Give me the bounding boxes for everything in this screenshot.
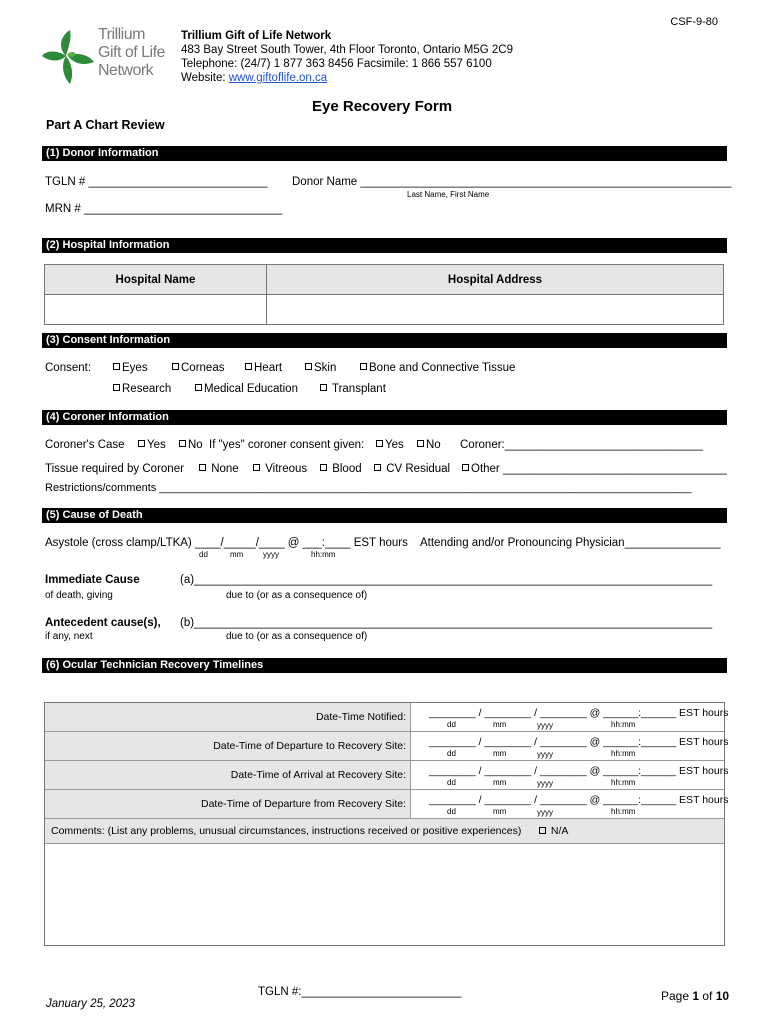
- checkbox-icon: [374, 464, 381, 471]
- yyyy-hint: yyyy: [537, 808, 553, 817]
- hhmm-hint: hh:mm: [611, 778, 636, 787]
- physician-field[interactable]: Attending and/or Pronouncing Physician_______________: [420, 537, 721, 549]
- consent-transplant-checkbox[interactable]: [320, 383, 386, 395]
- timeline-row-departure-from: [45, 790, 729, 819]
- checkbox-icon: [320, 384, 327, 391]
- checkbox-icon: [539, 827, 546, 834]
- hospital-address-cell[interactable]: [267, 295, 724, 325]
- hhmm-hint: hh:mm: [611, 749, 636, 758]
- checkbox-icon: [417, 440, 424, 447]
- consent-corneas-label: Corneas: [181, 362, 225, 374]
- part-a-heading: Part A Chart Review: [46, 118, 165, 132]
- form-title: Eye Recovery Form: [312, 98, 453, 115]
- consent-education-checkbox[interactable]: [195, 383, 298, 395]
- logo-line-1: Trillium: [98, 26, 145, 43]
- tissue-blood-checkbox[interactable]: [320, 463, 362, 475]
- hhmm-hint: hh:mm: [611, 720, 636, 729]
- timeline-datetime-field[interactable]: [411, 761, 729, 789]
- consent-research-label: Research: [122, 383, 172, 395]
- consent-bone-checkbox[interactable]: [360, 362, 515, 374]
- consent-eyes-label: Eyes: [122, 362, 148, 374]
- consent-education-label: Medical Education: [204, 383, 298, 395]
- timeline-datetime-field[interactable]: [411, 732, 729, 760]
- datetime-line: ________ / ________ / ________ @ ______:______ EST hours: [429, 794, 729, 806]
- tissue-none-checkbox[interactable]: [199, 463, 239, 475]
- asystole-hhmm-hint: hh:mm: [311, 550, 336, 559]
- coroner-case-yes-label: Yes: [147, 439, 166, 451]
- coroner-case-no-label: No: [188, 439, 203, 451]
- org-header: [181, 29, 513, 85]
- antecedent-cause-field[interactable]: (b)_________________________________________________________________________________: [180, 617, 713, 629]
- na-label: N/A: [548, 825, 569, 837]
- immediate-cause-label: Immediate Cause: [45, 574, 140, 586]
- coroners-case-label: Coroner's Case: [45, 439, 125, 451]
- consent-eyes-checkbox[interactable]: [113, 362, 148, 374]
- org-website-line: [181, 71, 513, 85]
- donor-name-field[interactable]: Donor Name __________________________________________________________: [292, 176, 732, 188]
- website-label: Website:: [181, 72, 229, 84]
- timeline-row-label: Date-Time of Departure to Recovery Site:: [45, 732, 411, 760]
- consent-skin-checkbox[interactable]: [305, 362, 336, 374]
- org-address: 483 Bay Street South Tower, 4th Floor Toronto, Ontario M5G 2C9: [181, 44, 513, 56]
- timeline-datetime-field[interactable]: [411, 703, 729, 731]
- consent-corneas-checkbox[interactable]: [172, 362, 224, 374]
- section-6-header: (6) Ocular Technician Recovery Timelines: [42, 658, 727, 673]
- immediate-cause-sub: of death, giving: [45, 590, 113, 601]
- consent-heart-label: Heart: [254, 362, 283, 374]
- tissue-none-label: None: [208, 463, 239, 475]
- coroner-case-no-checkbox[interactable]: [179, 439, 203, 451]
- checkbox-icon: [376, 440, 383, 447]
- page-total: 10: [715, 989, 730, 1003]
- logo-line-3: Network: [98, 62, 154, 79]
- coroner-consent-no-label: No: [426, 439, 441, 451]
- coroner-consent-no-checkbox[interactable]: [417, 439, 441, 451]
- section-2-header: (2) Hospital Information: [42, 238, 727, 253]
- dd-hint: dd: [447, 749, 456, 758]
- checkbox-icon: [320, 464, 327, 471]
- org-phone-fax: Telephone: (24/7) 1 877 363 8456 Facsimile: 1 866 557 6100: [181, 58, 492, 70]
- consent-label: Consent:: [45, 362, 92, 374]
- checkbox-icon: [360, 363, 367, 370]
- consent-heart-checkbox[interactable]: [245, 362, 282, 374]
- dd-hint: dd: [447, 778, 456, 787]
- checkbox-icon: [138, 440, 145, 447]
- trillium-leaf-icon: [40, 26, 96, 86]
- restrictions-field[interactable]: Restrictions/comments _______________________________________________________________________________________: [45, 482, 692, 494]
- datetime-line: ________ / ________ / ________ @ ______:______ EST hours: [429, 765, 729, 777]
- timeline-row-label: Date-Time of Arrival at Recovery Site:: [45, 761, 411, 789]
- checkbox-icon: [305, 363, 312, 370]
- timeline-datetime-field[interactable]: [411, 790, 729, 818]
- page-prefix: Page: [661, 989, 693, 1003]
- coroner-name-field[interactable]: Coroner:_______________________________: [460, 439, 704, 451]
- asystole-yyyy-hint: yyyy: [263, 550, 279, 559]
- mm-hint: mm: [493, 720, 507, 729]
- consent-research-checkbox[interactable]: [113, 383, 171, 395]
- dd-hint: dd: [447, 807, 456, 816]
- datetime-line: ________ / ________ / ________ @ ______:______ EST hours: [429, 736, 729, 748]
- coroner-case-yes-checkbox[interactable]: [138, 439, 166, 451]
- due-to-label-a: due to (or as a consequence of): [226, 590, 368, 601]
- yyyy-hint: yyyy: [537, 750, 553, 759]
- page-of: of: [699, 989, 716, 1003]
- mrn-field[interactable]: MRN # _______________________________: [45, 203, 283, 215]
- asystole-dd-hint: dd: [199, 550, 208, 559]
- form-code: CSF-9-80: [670, 16, 718, 28]
- comments-textarea[interactable]: [45, 845, 724, 945]
- dd-hint: dd: [447, 720, 456, 729]
- tissue-cv-residual-checkbox[interactable]: [374, 463, 450, 475]
- consent-skin-label: Skin: [314, 362, 337, 374]
- tissue-other-label: Other ___________________________________: [471, 463, 727, 475]
- section-5-header: (5) Cause of Death: [42, 508, 727, 523]
- tissue-required-label: Tissue required by Coroner: [45, 463, 184, 475]
- hospital-address-header: Hospital Address: [267, 265, 724, 295]
- hhmm-hint: hh:mm: [611, 807, 636, 816]
- tissue-blood-label: Blood: [329, 463, 362, 475]
- coroner-consent-label: If "yes" coroner consent given:: [209, 439, 365, 451]
- donor-name-hint: Last Name, First Name: [407, 190, 490, 199]
- checkbox-icon: [245, 363, 252, 370]
- checkbox-icon: [179, 440, 186, 447]
- checkbox-icon: [195, 384, 202, 391]
- footer-date: January 25, 2023: [46, 998, 135, 1010]
- logo-line-2: Gift of Life: [98, 44, 165, 61]
- antecedent-cause-label: Antecedent cause(s),: [45, 617, 161, 629]
- datetime-line: ________ / ________ / ________ @ ______:______ EST hours: [429, 707, 729, 719]
- hospital-name-cell[interactable]: [45, 295, 267, 325]
- timeline-row-label: Date-Time Notified:: [45, 703, 411, 731]
- page-number: [661, 989, 729, 1003]
- timeline-row-label: Date-Time of Departure from Recovery Site:: [45, 790, 411, 818]
- timeline-row-departure-to: [45, 732, 729, 761]
- org-name: Trillium Gift of Life Network: [181, 30, 332, 42]
- due-to-label-b: due to (or as a consequence of): [226, 631, 368, 642]
- immediate-cause-field[interactable]: (a)_________________________________________________________________________________: [180, 574, 713, 586]
- section-4-header: (4) Coroner Information: [42, 410, 727, 425]
- yyyy-hint: yyyy: [537, 779, 553, 788]
- page-current: 1: [692, 989, 700, 1003]
- coroner-consent-yes-checkbox[interactable]: [376, 439, 404, 451]
- section-3-header: (3) Consent Information: [42, 333, 727, 348]
- checkbox-icon: [462, 464, 469, 471]
- checkbox-icon: [113, 384, 120, 391]
- website-link[interactable]: www.giftoflife.on.ca: [228, 72, 328, 84]
- antecedent-cause-sub: if any, next: [45, 631, 93, 642]
- na-checkbox[interactable]: [539, 819, 568, 844]
- tissue-cv-residual-label: CV Residual: [383, 463, 451, 475]
- trillium-logo: [40, 26, 180, 88]
- consent-transplant-label: Transplant: [329, 383, 386, 395]
- consent-bone-label: Bone and Connective Tissue: [369, 362, 516, 374]
- section-1-header: (1) Donor Information: [42, 146, 727, 161]
- asystole-field[interactable]: Asystole (cross clamp/LTKA) ____/_____/____ @ ___:____ EST hours: [45, 537, 408, 549]
- asystole-mm-hint: mm: [230, 550, 244, 559]
- recovery-timelines-table: [44, 702, 729, 946]
- timeline-row-notified: [45, 703, 729, 732]
- yyyy-hint: yyyy: [537, 721, 553, 730]
- mm-hint: mm: [493, 778, 507, 787]
- hospital-table: [44, 264, 724, 325]
- mm-hint: mm: [493, 749, 507, 758]
- checkbox-icon: [199, 464, 206, 471]
- coroner-consent-yes-label: Yes: [385, 439, 404, 451]
- checkbox-icon: [113, 363, 120, 370]
- footer-tgln-field[interactable]: TGLN #:_________________________: [258, 986, 462, 998]
- checkbox-icon: [172, 363, 179, 370]
- tgln-field[interactable]: TGLN # ____________________________: [45, 176, 268, 188]
- hospital-name-header: Hospital Name: [45, 265, 267, 295]
- comments-label: Comments: (List any problems, unusual circumstances, instructions received or positive experiences): [51, 825, 522, 837]
- tissue-vitreous-label: Vitreous: [262, 463, 308, 475]
- tissue-vitreous-checkbox[interactable]: [253, 463, 307, 475]
- mm-hint: mm: [493, 807, 507, 816]
- comments-header-row: [45, 819, 724, 844]
- timeline-row-arrival: [45, 761, 729, 790]
- checkbox-icon: [253, 464, 260, 471]
- tissue-other-checkbox[interactable]: [462, 463, 727, 475]
